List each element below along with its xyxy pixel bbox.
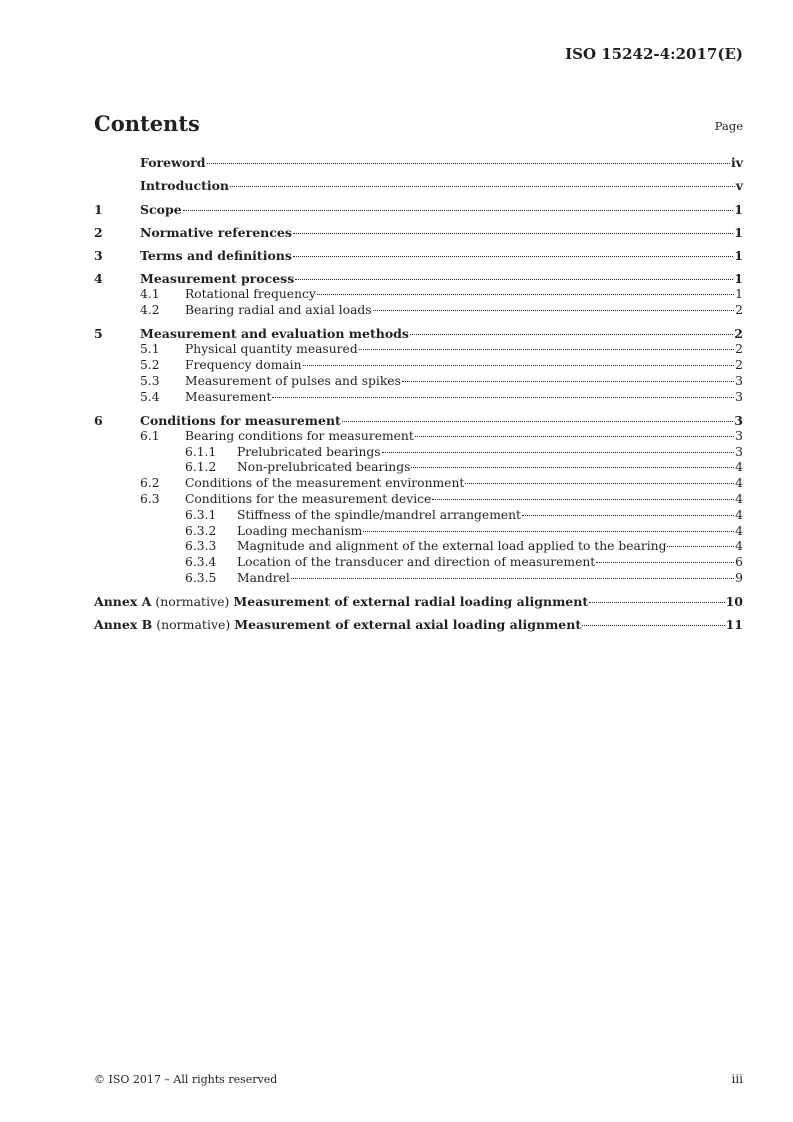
toc-entry[interactable] [94,492,743,508]
toc-entry[interactable] [94,413,743,429]
dot-leader [230,186,735,187]
toc-entry-page: 4 [735,507,743,522]
toc-entry-title: Conditions for the measurement device [185,492,432,507]
dot-leader [207,163,730,164]
page-title: Contents [94,111,200,136]
page-number: iii [731,1072,743,1086]
dot-leader [295,279,733,280]
dot-leader [667,546,734,547]
toc-entry-number: 4.1 [140,287,160,302]
toc-entry-number: 1 [94,201,103,217]
dot-leader [373,310,735,311]
toc-entry[interactable] [94,248,743,264]
toc-entry-title: Location of the transducer and direction of measurement [237,555,596,570]
annex-title: Measurement of external radial loading alignment [233,594,589,610]
toc-entry-number: 3 [94,248,103,264]
toc-entry-page: 3 [734,412,743,428]
dot-leader [359,349,734,350]
toc-entry-number: 5.3 [140,373,160,388]
toc-entry-number: 6.1.1 [185,444,217,459]
toc-entry[interactable] [94,429,743,445]
toc-entry[interactable] [94,271,743,287]
toc-entry[interactable] [94,326,743,342]
dot-leader [183,210,734,211]
toc-entry-number: 5.1 [140,342,160,357]
toc-entry[interactable] [94,571,743,587]
toc-entry[interactable] [94,524,743,540]
toc-entry-title: Rotational frequency [185,287,316,302]
annex-label: Annex A [94,594,152,610]
toc-entry[interactable] [94,178,743,194]
toc-entry-title: Conditions of the measurement environment [185,476,465,491]
toc-entry-page: 1 [734,224,743,240]
dot-leader [303,365,735,366]
toc-entry-number: 6.3.3 [185,539,217,554]
toc-entry-page: 2 [735,303,743,318]
toc-entry[interactable] [94,202,743,218]
toc-entry-number: 6.3.1 [185,507,217,522]
dot-leader [317,294,734,295]
toc-entry-title: Stiffness of the spindle/mandrel arrangement [237,507,521,522]
toc-entry-number: 6 [94,412,103,428]
toc-entry[interactable] [94,445,743,461]
dot-leader [293,256,733,257]
dot-leader [582,625,724,626]
toc-entry-number: 5.4 [140,389,160,404]
toc-entry-page: 3 [735,389,743,404]
toc-entry-page: 10 [725,594,743,610]
toc-entry[interactable] [94,460,743,476]
toc-entry-number: 6.2 [140,476,160,491]
toc-entry-title: Bearing radial and axial loads [185,303,372,318]
toc-entry-title: Mandrel [237,571,290,586]
toc-entry[interactable] [94,539,743,555]
copyright-notice: © ISO 2017 – All rights reserved [94,1073,278,1086]
dot-leader [411,467,734,468]
toc-entry[interactable] [94,303,743,319]
toc-entry-page: 4 [735,523,743,538]
toc-entry-title: Loading mechanism [237,523,363,538]
toc-entry-title: Normative references [140,224,292,240]
toc-entry-title: Terms and definitions [140,248,292,264]
toc-entry[interactable] [94,225,743,241]
toc-entry[interactable] [94,374,743,390]
dot-leader [589,602,724,603]
page-column-label: Page [714,119,743,133]
toc-entry-title: Measurement process [140,271,295,287]
toc-entry[interactable] [94,155,743,171]
dot-leader [522,515,734,516]
toc-entry-number: 6.3.2 [185,523,217,538]
dot-leader [415,436,734,437]
toc-annex-entry[interactable] [94,617,743,633]
dot-leader [363,531,734,532]
toc-entry-page: 11 [725,617,743,633]
toc-entry[interactable] [94,555,743,571]
toc-entry-number: 2 [94,224,103,240]
toc-entry-title: Prelubricated bearings [237,444,381,459]
toc-entry-title: Physical quantity measured [185,342,358,357]
toc-entry-page: iv [730,155,743,170]
toc-entry-title: Measurement and evaluation methods [140,326,409,342]
toc-entry-number: 6.3.5 [185,571,217,586]
document-id: ISO 15242-4:2017(E) [565,45,743,63]
toc-entry-page: 3 [735,444,743,459]
toc-entry-number: 6.1 [140,428,160,443]
toc-entry-page: 2 [734,326,743,342]
toc-entry-title: Measurement of pulses and spikes [185,373,401,388]
toc-entry-title: Scope [140,201,182,217]
dot-leader [382,452,735,453]
toc-entry-page: 6 [735,555,743,570]
toc-entry-page: 9 [735,571,743,586]
toc-entry-number: 5.2 [140,358,160,373]
toc-entry-title: Non-prelubricated bearings [237,460,411,475]
toc-entry-number: 4 [94,271,103,287]
toc-entry-page: 1 [734,201,743,217]
toc-entry[interactable] [94,390,743,406]
toc-entry[interactable] [94,476,743,492]
toc-entry-page: v [735,178,743,194]
toc-entry-title: Magnitude and alignment of the external load applied to the bearing [237,539,667,554]
toc-entry[interactable] [94,508,743,524]
annex-type: (normative) [155,594,230,610]
annex-label: Annex B [94,617,153,633]
toc-entry-page: 1 [734,248,743,264]
toc-entry-title: Frequency domain [185,358,302,373]
table-of-contents [94,155,743,633]
toc-entry-page: 3 [735,428,743,443]
toc-entry-page: 4 [735,476,743,491]
toc-entry-title: Introduction [140,178,230,194]
toc-entry-page: 2 [735,342,743,357]
toc-entry-page: 1 [734,271,743,287]
toc-entry-page: 3 [735,373,743,388]
toc-entry-page: 2 [735,358,743,373]
annex-title: Measurement of external axial loading alignment [234,617,582,633]
toc-entry-title: Bearing conditions for measurement [185,428,414,443]
toc-entry-number: 6.3 [140,492,160,507]
toc-entry-title: Measurement [185,389,272,404]
toc-entry-number: 6.1.2 [185,460,217,475]
toc-entry[interactable] [94,358,743,374]
toc-entry-title: Conditions for measurement [140,412,341,428]
toc-entry-page: 4 [735,460,743,475]
dot-leader [465,483,734,484]
annex-type: (normative) [156,617,231,633]
dot-leader [596,562,734,563]
toc-entry-title: Foreword [140,155,206,170]
toc-entry-page: 4 [735,492,743,507]
toc-entry-page: 1 [735,287,743,302]
dot-leader [293,233,733,234]
dot-leader [432,499,734,500]
toc-entry-number: 5 [94,326,103,342]
toc-entry-page: 4 [735,539,743,554]
toc-annex-entry[interactable] [94,594,743,610]
toc-entry[interactable] [94,287,743,303]
dot-leader [342,421,733,422]
toc-entry[interactable] [94,342,743,358]
toc-entry-number: 6.3.4 [185,555,217,570]
dot-leader [402,381,734,382]
toc-entry-number: 4.2 [140,303,160,318]
dot-leader [291,578,734,579]
dot-leader [272,397,734,398]
dot-leader [410,334,733,335]
